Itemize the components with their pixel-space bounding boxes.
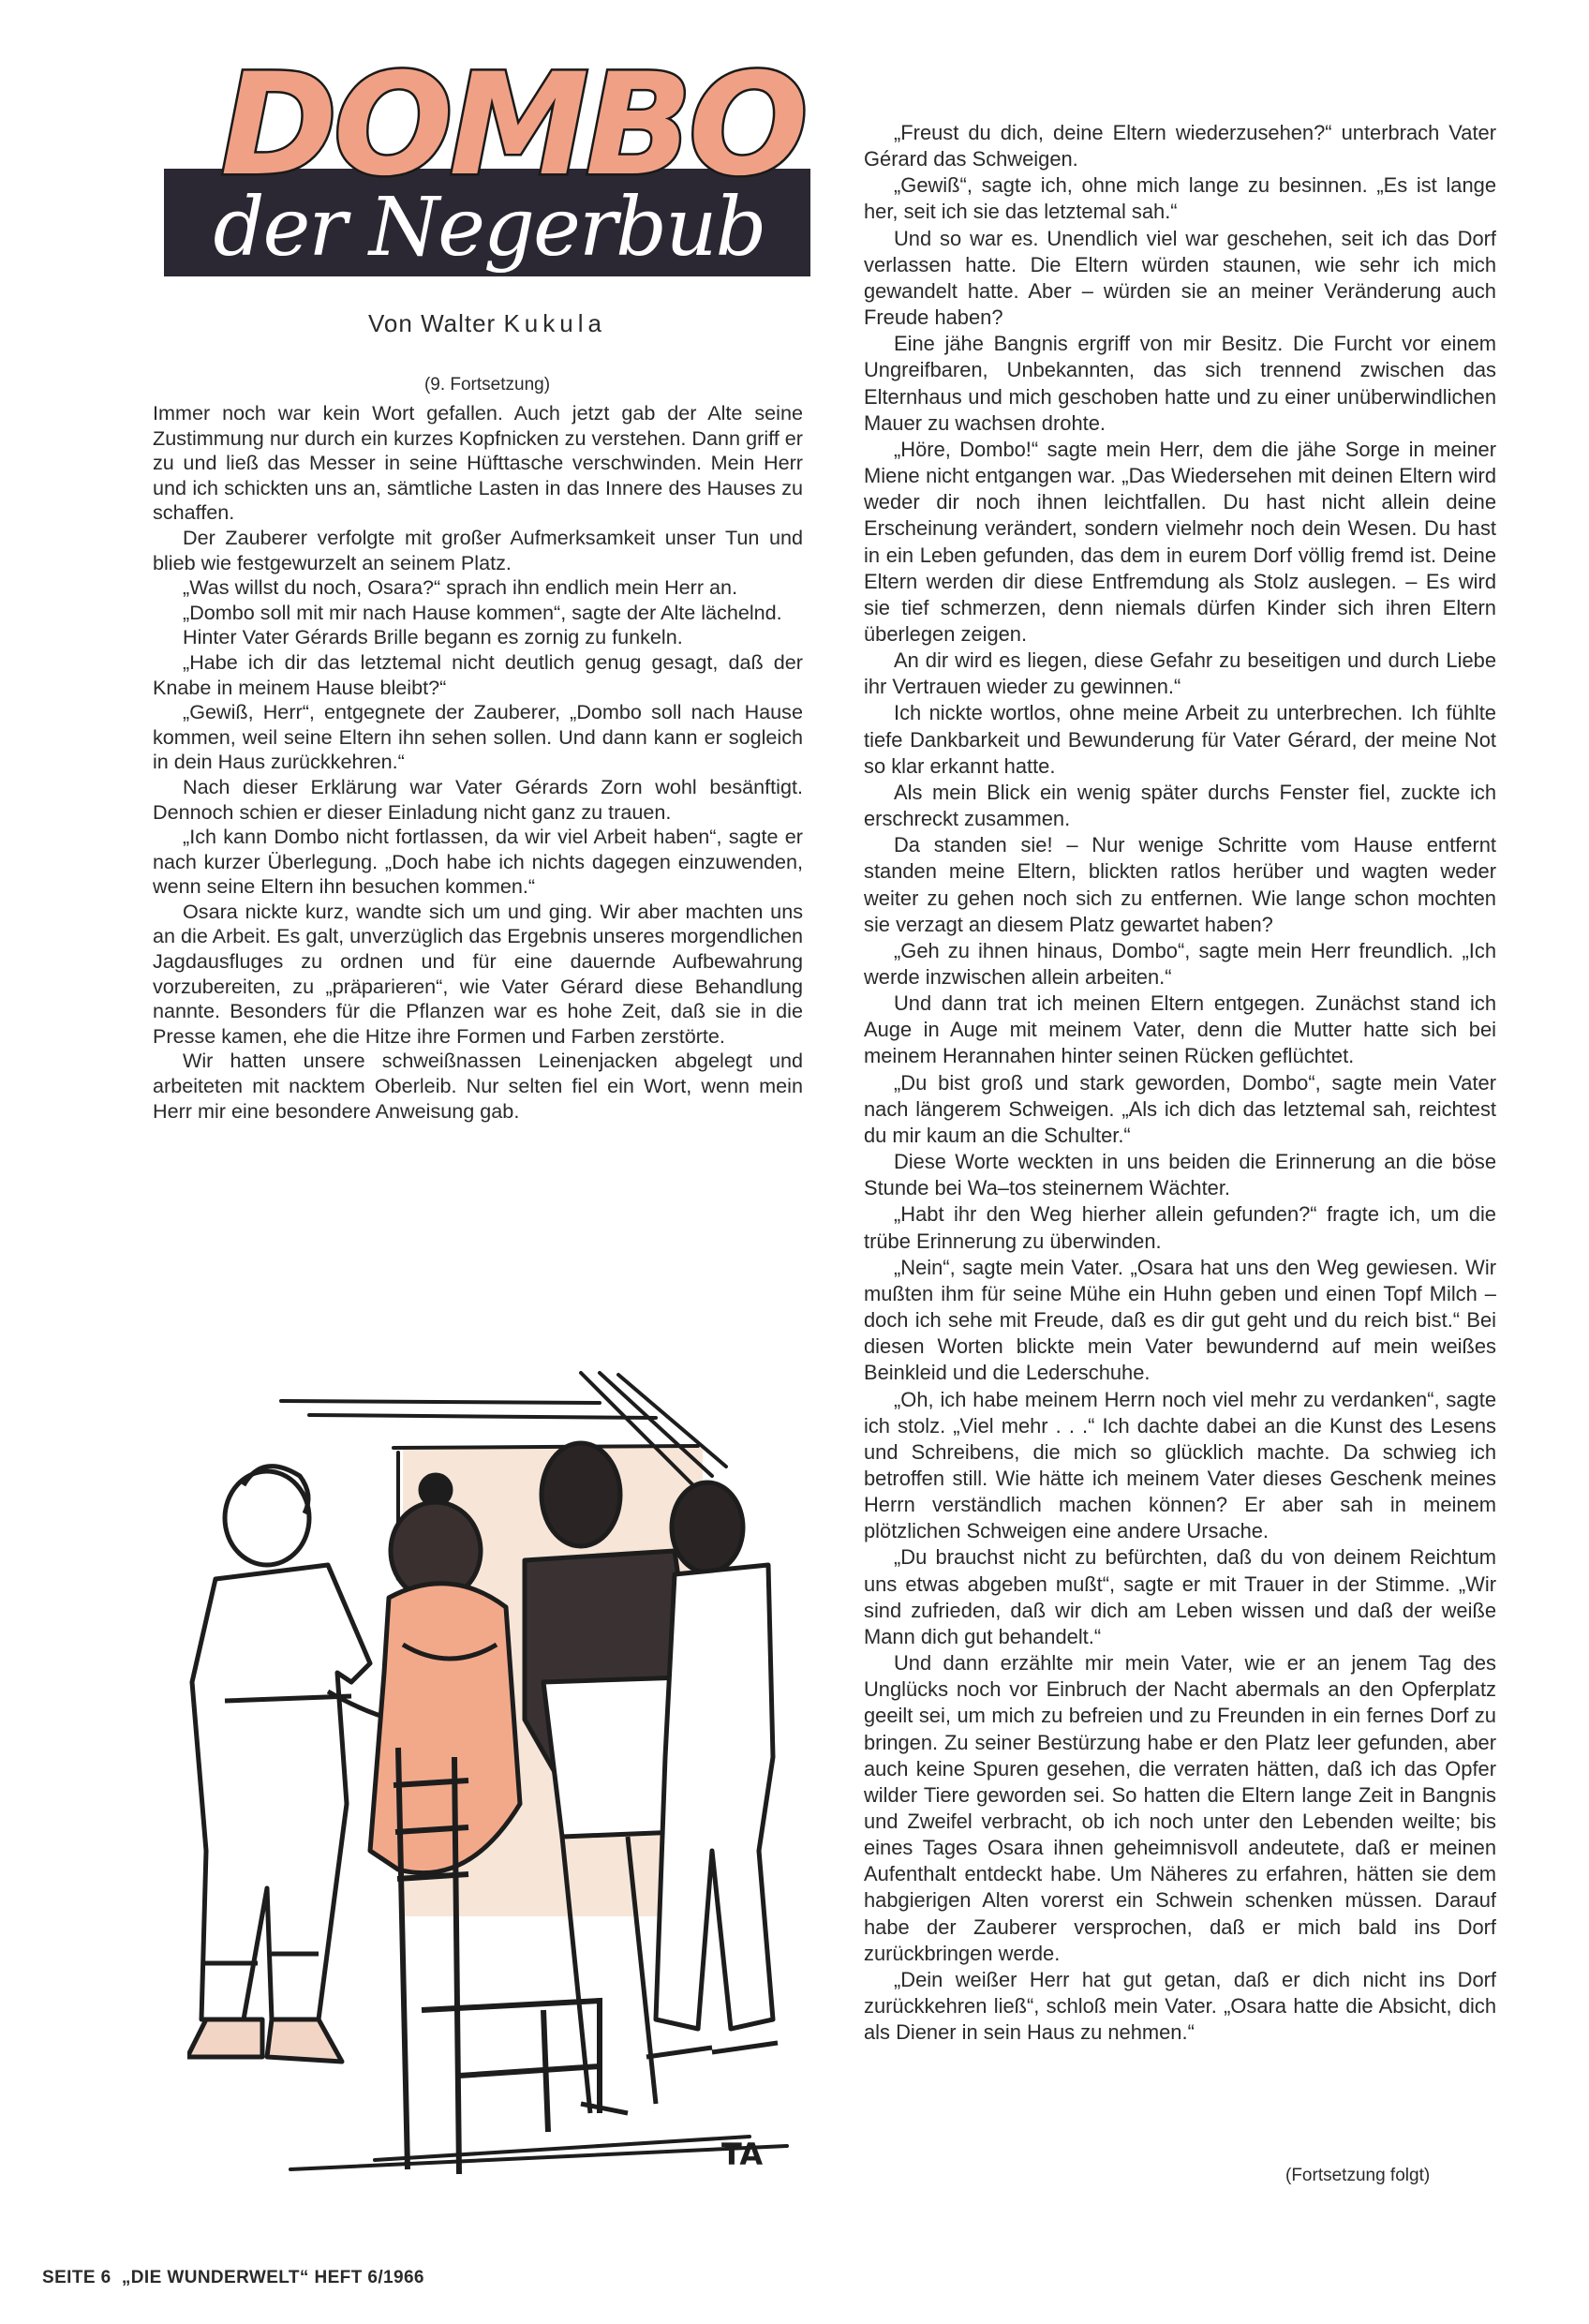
logo-title: DOMBO	[220, 44, 805, 207]
paragraph: Hinter Vater Gérards Brille begann es zornig zu funkeln.	[183, 625, 683, 649]
byline	[173, 309, 801, 338]
paragraph: Diese Worte weckten in uns beiden die Erinnerung an die böse Stunde bei Wa–tos steinernem Wächter.	[864, 1150, 1496, 1200]
paragraph: Eine jähe Bangnis ergriff von mir Besitz. Die Furcht vor einem Ungreifbaren, Unbekannten, das sich trennend zwischen das Elternhaus und mich geschoben hatte und zu einer unüberwindlichen Mauer zu wachsen drohte.	[864, 332, 1496, 435]
story-illustration	[187, 1363, 843, 2179]
paragraph: „Geh zu ihnen hinaus, Dombo“, sagte mein Herr freundlich. „Ich werde inzwischen allein arbeiten.“	[864, 938, 1496, 989]
paragraph: „Nein“, sagte mein Vater. „Osara hat uns den Weg gewiesen. Wir mußten ihm für seine Mühe ein Huhn geben und einen Topf Milch – doch ich sehe mit Freude, daß es dir gut geht und du reich bist.“ Bei diesen Worten blickte mein Vater bewundernd auf mein weißes Beinkleid und die Lederschuhe.	[864, 1255, 1496, 1385]
story-logo	[161, 37, 817, 281]
illustration-ground-lines	[290, 2137, 787, 2169]
paragraph: „Habt ihr den Weg hierher allein gefunden?“ fragte ich, um die trübe Erinnerung zu überwinden.	[864, 1202, 1496, 1253]
paragraph: Und so war es. Unendlich viel war geschehen, seit ich das Dorf verlassen hatte. Die Eltern würden staunen, wie sehr ich mich gewandelt hatte. Aber – würden sie an meiner Veränderung auch Freude haben?	[864, 226, 1496, 330]
paragraph: „Höre, Dombo!“ sagte mein Herr, dem die jähe Sorge in meiner Miene nicht entgangen war. „Das Wiedersehen mit deinen Eltern wird weder dir noch ihnen leichtfallen. Du hast nicht allein deine Erscheinung verändert, sondern vielmehr noch dein Wesen. Du hast in ein Leben gefunden, das dem in eurem Dorf völlig fremd ist. Deine Eltern werden dir diese Entfremdung als Stolz auslegen. – Es wird sie tief schmerzen, denn niemals dürfen Kinder sich ihren Eltern überlegen zeigen.	[864, 437, 1496, 646]
left-column	[153, 401, 803, 1124]
paragraph: „Ich kann Dombo nicht fortlassen, da wir viel Arbeit haben“, sagte er nach kurzer Überlegung. „Doch habe ich nichts dagegen einzuwenden, wenn seine Eltern ihn besuchen kommen.“	[153, 825, 803, 899]
paragraph: „Habe ich dir das letztemal nicht deutlich genug gesagt, daß der Knabe in meinem Hause bleibt?“	[153, 649, 803, 699]
paragraph: „Gewiß, Herr“, entgegnete der Zauberer, „Dombo soll nach Hause kommen, weil seine Eltern ihn sehen sollen. Und dann kann er sogleich in dein Haus zurückkehren.“	[153, 700, 803, 774]
paragraph: „Oh, ich habe meinem Herrn noch viel mehr zu verdanken“, sagte ich stolz. „Viel mehr . . .“ Ich dachte dabei an die Kunst des Lesens und Schreibens, die mich so glücklich machte. Da schwieg ich betroffen still. Wie hätte ich meinem Vater dieses Geschenk meines Herrn verständlich machen können? Er aber sah in meinem plötzlichen Schweigen eine andere Ursache.	[864, 1387, 1496, 1543]
paragraph: „Was willst du noch, Osara?“ sprach ihn endlich mein Herr an.	[183, 575, 738, 600]
paragraph: „Gewiß“, sagte ich, ohne mich lange zu besinnen. „Es ist lange her, seit ich sie das letztemal sah.“	[864, 173, 1496, 224]
paragraph: „Dein weißer Herr hat gut getan, daß er dich nicht ins Dorf zurückkehren ließ“, schloß mein Vater. „Osara hatte die Absicht, dich als Diener in sein Haus zu nehmen.“	[864, 1967, 1496, 2045]
byline-prefix: Von Walter	[368, 309, 497, 337]
paragraph: „Du bist groß und stark geworden, Dombo“, sagte mein Vater nach längerem Schweigen. „Als ich dich das letztemal sah, reichtest du mir kaum an die Schulter.“	[864, 1070, 1496, 1147]
paragraph: Und dann trat ich meinen Eltern entgegen. Zunächst stand ich Auge in Auge mit meinem Vater, denn die Mutter hatte sich bei meinem Herannahen hinter seinen Rücken geflüchtet.	[864, 991, 1496, 1068]
paragraph: Und dann erzählte mir mein Vater, wie er an jenem Tag des Unglücks noch vor Einbruch der Nacht abermals an den Opferplatz geeilt sei, um mich zu befreien und zu Freunden in ein fernes Dorf zu bringen. Zu seiner Bestürzung habe er den Platz leer gefunden, aber auch keine Spuren gesehen, die verraten hätten, daß ich das Opfer wilder Tiere geworden sei. So hatten die Eltern lange Zeit in Bangnis und Zweifel verbracht, ob ich noch unter den Lebenden weilte; bis eines Tages Osara ihnen geheimnisvoll andeutete, daß er meinen Aufenthalt entdeckt habe. Um Näheres zu erfahren, hätten sie dem habgierigen Alten vorerst ein Schwein schenken müssen. Darauf habe der Zauberer versprochen, daß er mich bald ins Dorf zurückbringen werde.	[864, 1651, 1496, 1965]
illustration-signature: TA	[721, 2137, 764, 2172]
paragraph: An dir wird es liegen, diese Gefahr zu beseitigen und durch Liebe ihr Vertrauen wieder zu gewinnen.“	[864, 648, 1496, 699]
paragraph: Immer noch war kein Wort gefallen. Auch jetzt gab der Alte seine Zustimmung nur durch ein kurzes Kopfnicken zu verstehen. Dann griff er zu und ließ das Messer in seine Hüfttasche verschwinden. Mein Herr und ich schickten uns an, sämtliche Lasten in das Innere des Hauses zu schaffen.	[153, 401, 803, 525]
paragraph: Der Zauberer verfolgte mit großer Aufmerksamkeit unser Tun und blieb wie festgewurzelt an seinem Platz.	[153, 525, 803, 574]
paragraph: „Du brauchst nicht zu befürchten, daß du von deinem Reichtum uns etwas abgeben mußt“, sagte er mit Trauer in der Stimme. „Wir sind zufrieden, daß wir dich am Leben wissen und daß der weiße Mann dich gut behandelt.“	[864, 1545, 1496, 1648]
page-footer: SEITE 6 „DIE WUNDERWELT“ HEFT 6/1966	[42, 2268, 424, 2287]
byline-author: Kukula	[503, 309, 606, 337]
continuation-note: (Fortsetzung folgt)	[1285, 2166, 1431, 2185]
paragraph: Ich nickte wortlos, ohne meine Arbeit zu unterbrechen. Ich fühlte tiefe Dankbarkeit und Bewunderung für Vater Gérard, der meine Not so klar erkannt hatte.	[864, 701, 1496, 778]
paragraph: Osara nickte kurz, wandte sich um und ging. Wir aber machten uns an die Arbeit. Es galt, unverzüglich das Ergebnis unseres morgendlichen Jagdausfluges zu ordnen und für eine dauernde Aufbewahrung vorzubereiten, zu „präparieren“, wie Vater Gérard diese Behandlung nannte. Besonders für die Pflanzen war es hohe Zeit, daß sie in die Presse kamen, ehe die Hitze ihre Formen und Farben zerstörte.	[153, 899, 803, 1048]
paragraph: Als mein Blick ein wenig später durchs Fenster fiel, zuckte ich erschreckt zusammen.	[864, 780, 1496, 831]
paragraph: Nach dieser Erklärung war Vater Gérards Zorn wohl besänftigt. Dennoch schien er dieser Einladung nicht ganz zu trauen.	[153, 774, 803, 824]
paragraph: Wir hatten unsere schweißnassen Leinenjacken abgelegt und arbeiteten mit nacktem Oberleib. Nur selten fiel ein Wort, wenn mein Herr mir eine besondere Anweisung gab.	[153, 1049, 803, 1123]
right-column	[864, 120, 1496, 2046]
paragraph: „Freust du dich, deine Eltern wiederzusehen?“ unterbrach Vater Gérard das Schweigen.	[864, 121, 1496, 171]
paragraph: Da standen sie! – Nur wenige Schritte vom Hause entfernt standen meine Eltern, blickten ratlos herüber und wagten weder weiter zu gehen noch sich zu entfernen. Wie lange schon mochten sie verzagt an diesem Platz gewartet haben?	[864, 833, 1496, 936]
paragraph: „Dombo soll mit mir nach Hause kommen“, sagte der Alte lächelnd.	[183, 600, 782, 624]
logo-subtitle: der Negerbub	[213, 181, 765, 275]
installment-label: (9. Fortsetzung)	[423, 375, 551, 395]
